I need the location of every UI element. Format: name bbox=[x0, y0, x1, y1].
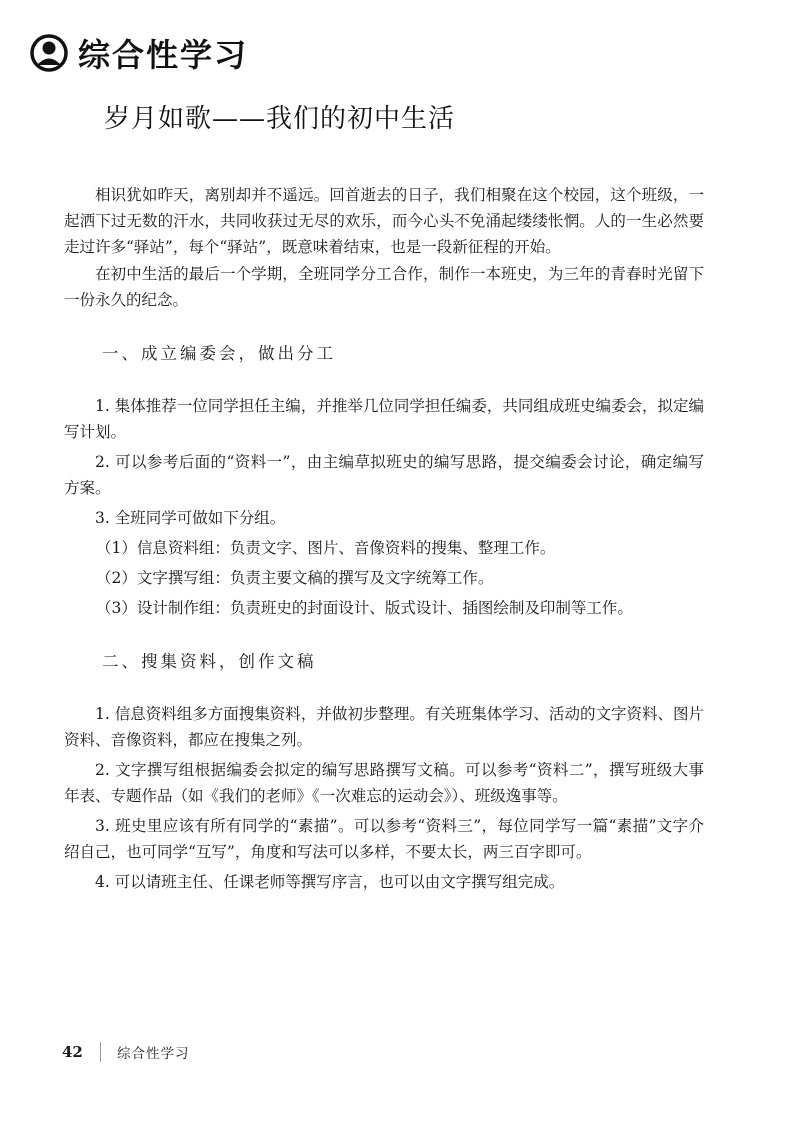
page-header bbox=[30, 28, 248, 78]
footer-title: 综合性学习 bbox=[117, 1046, 190, 1062]
section-item: 1. 集体推荐一位同学担任主编，并推举几位同学担任编委，共同组成班史编委会，拟定编写计划。 bbox=[64, 397, 704, 441]
section-sub-item: （2）文字撰写组：负责主要文稿的撰写及文字统筹工作。 bbox=[96, 569, 494, 587]
section-item: 1. 信息资料组多方面搜集资料，并做初步整理。有关班集体学习、活动的文字资料、图片资料、音像资料，都应在搜集之列。 bbox=[64, 705, 704, 749]
page-number: 42 bbox=[62, 1043, 83, 1061]
section-sub-item: （3）设计制作组：负责班史的封面设计、版式设计、插图绘制及印制等工作。 bbox=[96, 599, 633, 617]
person-silhouette-icon bbox=[30, 34, 68, 72]
article-title: 岁月如歌——我们的初中生活 bbox=[104, 104, 456, 134]
section-item: 2. 可以参考后面的“资料一”，由主编草拟班史的编写思路，提交编委会讨论，确定编写方案。 bbox=[64, 453, 704, 497]
section-heading: 一、成立编委会，做出分工 bbox=[102, 344, 336, 363]
header-title: 综合性学习 bbox=[78, 36, 249, 74]
intro-paragraph: 在初中生活的最后一个学期，全班同学分工合作，制作一本班史，为三年的青春时光留下一份永久的纪念。 bbox=[64, 265, 704, 309]
footer-divider bbox=[100, 1042, 101, 1062]
section-item: 4. 可以请班主任、任课老师等撰写序言，也可以由文字撰写组完成。 bbox=[95, 873, 565, 891]
intro-paragraph: 相识犹如昨天，离别却并不遥远。回首逝去的日子，我们相聚在这个校园，这个班级，一起洒下过无数的汗水，共同收获过无尽的欢乐，而今心头不免涌起缕缕怅惘。人的一生必然要走过许多“驿站”，每个“驿站”，既意味着结束，也是一段新征程的开始。 bbox=[64, 186, 704, 256]
section-item: 3. 全班同学可做如下分组。 bbox=[95, 509, 286, 527]
article-body bbox=[64, 182, 704, 899]
page-footer bbox=[62, 1042, 190, 1062]
section-sub-item: （1）信息资料组：负责文字、图片、音像资料的搜集、整理工作。 bbox=[96, 539, 556, 557]
section-item: 3. 班史里应该有所有同学的“素描”。可以参考“资料三”，每位同学写一篇“素描”文字介绍自己，也可同学“互写”，角度和写法可以多样，不要太长，两三百字即可。 bbox=[64, 817, 704, 861]
section-heading: 二、搜集资料，创作文稿 bbox=[102, 652, 317, 671]
section-item: 2. 文字撰写组根据编委会拟定的编写思路撰写文稿。可以参考“资料二”，撰写班级大事年表、专题作品（如《我们的老师》《一次难忘的运动会》）、班级逸事等。 bbox=[64, 761, 704, 805]
